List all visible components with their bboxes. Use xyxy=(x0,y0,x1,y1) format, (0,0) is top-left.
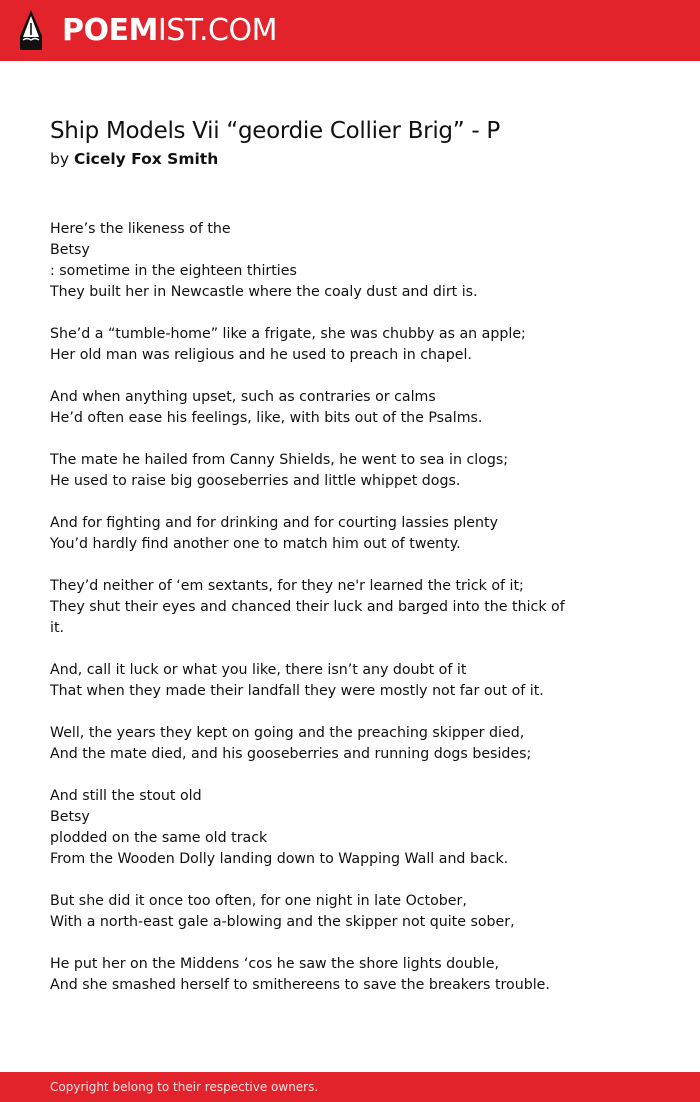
stanza xyxy=(50,723,570,765)
poem-line: And when anything upset, such as contraries or calms xyxy=(50,389,436,405)
poem-line: plodded on the same old track xyxy=(50,830,268,846)
poem-line: Betsy xyxy=(50,809,90,825)
poem-line: They’d neither of ‘em sextants, for they ne'r learned the trick of it; xyxy=(50,578,524,594)
site-logo-text[interactable] xyxy=(62,11,277,51)
stanza xyxy=(50,513,570,555)
poem-line: Here’s the likeness of the xyxy=(50,221,231,237)
stanza xyxy=(50,387,570,429)
poem-line: But she did it once too often, for one night in late October, xyxy=(50,893,467,909)
stanza xyxy=(50,786,570,870)
stanza xyxy=(50,324,570,366)
poem-line: And she smashed herself to smithereens to save the breakers trouble. xyxy=(50,977,550,993)
stanza xyxy=(50,219,570,303)
brand-light: IST.COM xyxy=(157,13,277,48)
poem-line: You’d hardly find another one to match him out of twenty. xyxy=(50,536,461,552)
poem-line: With a north-east gale a-blowing and the skipper not quite sober, xyxy=(50,914,515,930)
poem-title: Ship Models Vii “geordie Collier Brig” - P xyxy=(50,118,500,144)
poem-line: He put her on the Middens ‘cos he saw the shore lights double, xyxy=(50,956,499,972)
poem-line: And the mate died, and his gooseberries and running dogs besides; xyxy=(50,746,532,762)
poem-line: And, call it luck or what you like, there isn’t any doubt of it xyxy=(50,662,467,678)
site-footer xyxy=(0,1072,700,1102)
stanza xyxy=(50,954,570,996)
stanza xyxy=(50,660,570,702)
poem-line: That when they made their landfall they were mostly not far out of it. xyxy=(50,683,544,699)
author-name: Cicely Fox Smith xyxy=(73,150,219,168)
poem-line: And still the stout old xyxy=(50,788,202,804)
copyright-text: Copyright belong to their respective owners. xyxy=(50,1080,319,1094)
poem-line: Well, the years they kept on going and the preaching skipper died, xyxy=(50,725,525,741)
poem-body xyxy=(50,219,570,1017)
stanza xyxy=(50,576,570,639)
poem-line: The mate he hailed from Canny Shields, he went to sea in clogs; xyxy=(50,452,509,468)
by-label: by xyxy=(50,150,70,168)
poem-line: He used to raise big gooseberries and little whippet dogs. xyxy=(50,473,461,489)
poem-line: She’d a “tumble-home” like a frigate, she was chubby as an apple; xyxy=(50,326,526,342)
poem-line: They built her in Newcastle where the coaly dust and dirt is. xyxy=(50,284,478,300)
poem-line: : sometime in the eighteen thirties xyxy=(50,263,297,279)
stanza xyxy=(50,450,570,492)
poem-line: He’d often ease his feelings, like, with bits out of the Psalms. xyxy=(50,410,483,426)
pen-nib-icon[interactable] xyxy=(18,9,44,51)
brand-bold: POEM xyxy=(62,13,158,48)
stanza xyxy=(50,891,570,933)
poem-line: From the Wooden Dolly landing down to Wapping Wall and back. xyxy=(50,851,509,867)
poem-line: Her old man was religious and he used to preach in chapel. xyxy=(50,347,472,363)
poem-line: And for fighting and for drinking and for courting lassies plenty xyxy=(50,515,498,531)
poem-line: Betsy xyxy=(50,242,90,258)
poem-line: They shut their eyes and chanced their luck and barged into the thick of it. xyxy=(50,599,565,636)
site-header xyxy=(0,0,700,61)
byline xyxy=(50,147,218,171)
